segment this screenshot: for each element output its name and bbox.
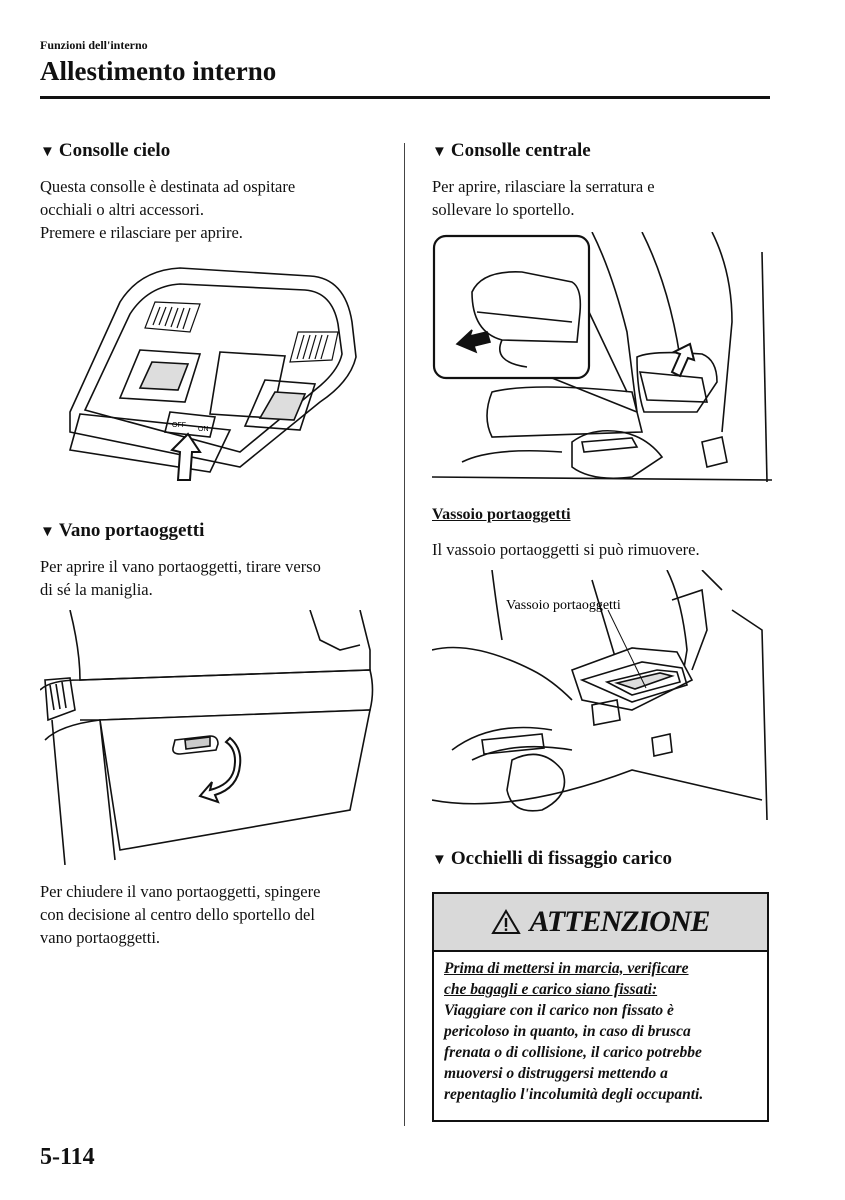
warning-triangle-icon <box>491 909 521 935</box>
on-label: ON <box>198 426 209 433</box>
vano-open-text <box>40 555 395 601</box>
heading-text: Occhielli di fissaggio carico <box>450 848 672 869</box>
triangle-bullet-icon: ▼ <box>40 144 55 160</box>
heading-occhielli <box>432 848 672 870</box>
triangle-bullet-icon: ▼ <box>432 144 447 160</box>
title-rule <box>40 96 770 99</box>
triangle-bullet-icon: ▼ <box>432 852 447 868</box>
warning-body-line: repentaglio l'incolumità degli occupanti. <box>444 1086 704 1103</box>
text-line: con decisione al centro dello sportello del <box>40 905 315 924</box>
warning-body-line: frenata o di collisione, il carico potrebbe <box>444 1044 702 1061</box>
text-line: Per aprire, rilasciare la serratura e <box>432 177 655 196</box>
center-console-illustration <box>432 232 772 482</box>
tray-subheading: Vassoio portaoggetti <box>432 506 571 523</box>
heading-text: Vano portaoggetti <box>58 520 205 541</box>
warning-box <box>432 892 769 1122</box>
tray-text: Il vassoio portaoggetti si può rimuovere. <box>432 540 700 559</box>
consolle-centrale-text <box>432 175 772 221</box>
text-line: Questa consolle è destinata ad ospitare <box>40 177 296 196</box>
text-line: Premere e rilasciare per aprire. <box>40 223 243 242</box>
page-number: 5-114 <box>40 1144 95 1170</box>
off-label: OFF <box>172 422 186 429</box>
overhead-console-illustration <box>60 262 360 492</box>
column-divider <box>404 143 405 1126</box>
text-line: di sé la maniglia. <box>40 580 153 599</box>
text-line: Per aprire il vano portaoggetti, tirare verso <box>40 557 321 576</box>
warning-body-line: pericoloso in quanto, in caso di brusca <box>444 1023 691 1040</box>
warning-body-line: Viaggiare con il carico non fissato è <box>444 1002 674 1019</box>
triangle-bullet-icon: ▼ <box>40 524 55 540</box>
chapter-label: Funzioni dell'interno <box>40 38 148 52</box>
glove-box-illustration <box>40 610 380 865</box>
warning-lead-line: che bagagli e carico siano fissati: <box>444 981 658 998</box>
warning-lead-line: Prima di mettersi in marcia, verificare <box>444 960 689 977</box>
storage-tray-illustration <box>432 570 772 825</box>
text-line: sollevare lo sportello. <box>432 200 575 219</box>
text-line: Per chiudere il vano portaoggetti, spingere <box>40 882 321 901</box>
text-line: vano portaoggetti. <box>40 928 161 947</box>
page-title: Allestimento interno <box>40 56 277 86</box>
heading-consolle-cielo <box>40 140 170 162</box>
warning-title: ATTENZIONE <box>529 905 710 938</box>
heading-consolle-centrale <box>432 140 591 162</box>
warning-body-line: muoversi o distruggersi mettendo a <box>444 1065 668 1082</box>
warning-header <box>434 894 767 952</box>
tray-callout-label: Vassoio portaoggetti <box>506 598 621 613</box>
text-line: occhiali o altri accessori. <box>40 200 205 219</box>
heading-text: Consolle cielo <box>58 140 171 161</box>
vano-close-text <box>40 880 395 949</box>
heading-vano-portaoggetti <box>40 520 204 542</box>
warning-body <box>434 952 767 1105</box>
heading-text: Consolle centrale <box>450 140 591 161</box>
consolle-cielo-text <box>40 175 395 244</box>
